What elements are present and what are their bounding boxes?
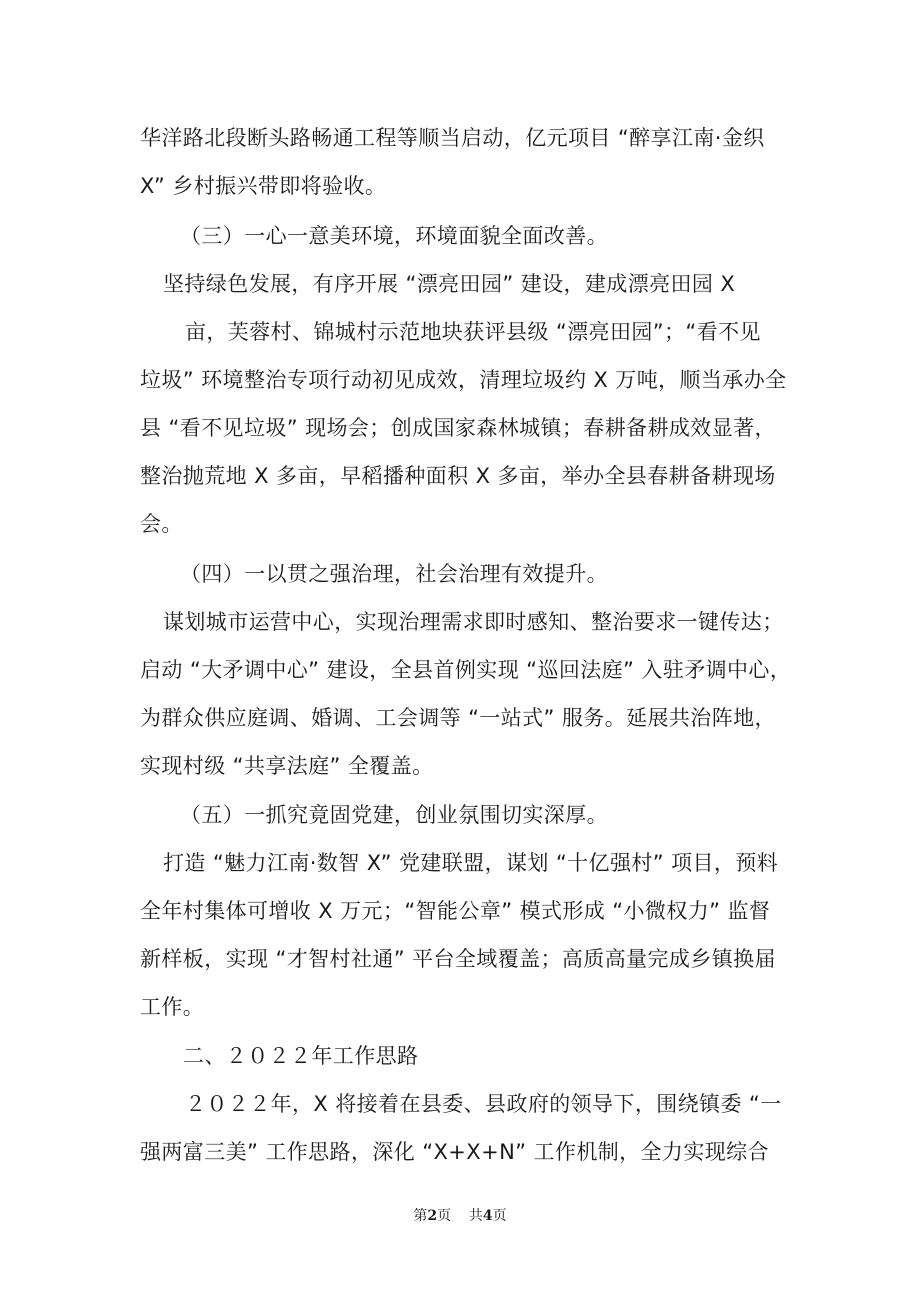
text-line: 华洋路北段断头路畅通工程等顺当启动，亿元项目 “醉享江南·金织	[140, 126, 765, 150]
text-line: 会。	[140, 512, 183, 536]
text-line: 工作。	[140, 995, 205, 1019]
text-line: 坚持绿色发展，有序开展 “漂亮田园” 建设，建成漂亮田园 X	[163, 272, 736, 296]
text-line: 全年村集体可增收 X 万元；“智能公章” 模式形成 “小微权力” 监督	[140, 899, 771, 923]
text-line: 强两富三美” 工作思路，深化 “X+X+N” 工作机制，全力实现综合	[140, 1140, 769, 1164]
text-line: X” 乡村振兴带即将验收。	[140, 174, 387, 198]
footer-total-prefix: 共	[468, 1208, 483, 1224]
footer-total-suffix: 页	[492, 1208, 507, 1224]
page-footer	[0, 1207, 920, 1225]
text-line: 整治抛荒地 X 多亩，早稻播种面积 X 多亩，举办全县春耕备耕现场	[140, 464, 776, 488]
section-heading: （三）一心一意美环境，环境面貌全面改善。	[180, 224, 608, 248]
text-line: 新样板，实现 “才智村社通” 平台全域覆盖；高质高量完成乡镇换届	[140, 947, 776, 971]
text-line: 启动 “大矛调中心” 建设，全县首例实现 “巡回法庭” 入驻矛调中心，	[140, 658, 792, 682]
total-pages: 4	[482, 1208, 493, 1224]
footer-prefix: 第	[413, 1208, 428, 1224]
text-line: 县 “看不见垃圾” 现场会；创成国家森林城镇；春耕备耕成效显著，	[140, 416, 776, 440]
text-line: 垃圾” 环境整治专项行动初见成效，清理垃圾约 X 万吨，顺当承办全	[140, 368, 787, 392]
text-line: 实现村级 “共享法庭” 全覆盖。	[140, 754, 434, 778]
section-heading: 二、２０２２年工作思路	[183, 1044, 419, 1068]
footer-page-suffix: 页	[437, 1208, 452, 1224]
section-heading: （四）一以贯之强治理，社会治理有效提升。	[180, 562, 608, 586]
page-number: 2	[427, 1208, 438, 1224]
text-line: 打造 “魅力江南·数智 X” 党建联盟，谋划 “十亿强村” 项目，预料	[163, 851, 779, 875]
text-line: 谋划城市运营中心，实现治理需求即时感知、整治要求一键传达；	[163, 610, 784, 634]
text-line: 为群众供应庭调、婚调、工会调等 “一站式” 服务。延展共治阵地，	[140, 706, 776, 730]
text-line: ２０２２年，X 将接着在县委、县政府的领导下，围绕镇委 “一	[185, 1092, 782, 1116]
section-heading: （五）一抓究竟固党建，创业氛围切实深厚。	[180, 803, 608, 827]
text-line: 亩，芙蓉村、锦城村示范地块获评县级 “漂亮田园”；“看不见	[185, 320, 761, 344]
